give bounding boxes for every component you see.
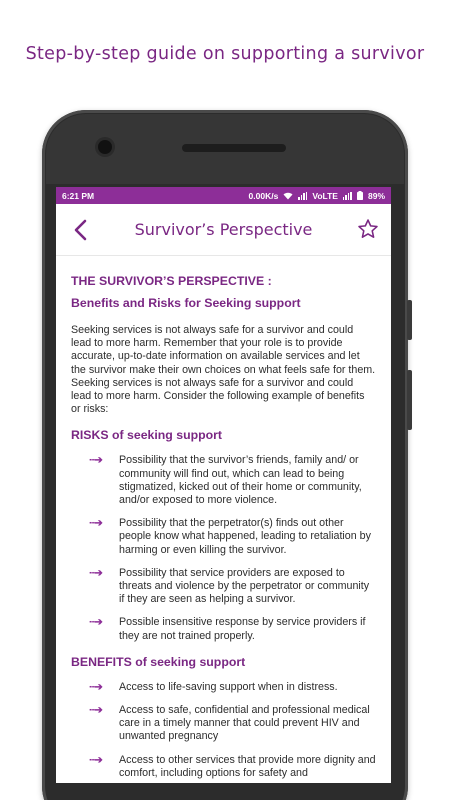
back-arrow-icon[interactable] [70, 218, 92, 242]
list-item: ∙∙∙➔ Possible insensitive response by service providers if they are not trained properly. [89, 616, 366, 642]
battery-percent: 89% [367, 190, 385, 201]
list-item: ∙∙∙➔ Access to safe, confidential and professional medical care in a timely manner that could prevent HIV and unwanted pregnancy [89, 704, 370, 743]
favorite-star-icon[interactable] [357, 218, 379, 240]
app-bar [56, 204, 391, 256]
dashed-arrow-icon: ∙∙∙➔ [89, 617, 102, 629]
phone-top-bezel [46, 114, 404, 184]
power-button [407, 370, 412, 430]
status-bar [56, 187, 391, 204]
battery-icon [357, 191, 363, 200]
page-title: Survivor’s Perspective [134, 220, 313, 239]
network-speed: 0.00K/s [248, 190, 279, 201]
volte-label: VoLTE [312, 190, 338, 201]
volume-button [407, 300, 412, 340]
dashed-arrow-icon: ∙∙∙➔ [89, 518, 102, 530]
list-item: ∙∙∙➔ Access to other services that provide more dignity and comfort, including options for safety and [89, 753, 376, 779]
earpiece-speaker [182, 144, 286, 152]
risks-title: RISKS of seeking support [71, 428, 222, 443]
status-time: 6:21 PM [62, 190, 95, 201]
dashed-arrow-icon: ∙∙∙➔ [89, 455, 102, 467]
list-item: ∙∙∙➔ Possibility that service providers are exposed to threats and violence by the perpetrator or community if they are seen as helping a survivor. [89, 566, 370, 606]
signal-icon [298, 192, 307, 200]
dashed-arrow-icon: ∙∙∙➔ [89, 681, 102, 693]
dashed-arrow-icon: ∙∙∙➔ [89, 705, 102, 717]
section-subheading: Benefits and Risks for Seeking support [71, 296, 301, 310]
signal-icon-2 [343, 192, 352, 200]
section-heading: THE SURVIVOR’S PERSPECTIVE : [71, 274, 272, 288]
benefits-title: BENEFITS of seeking support [71, 654, 246, 669]
list-item: ∙∙∙➔ Possibility that the survivor’s friends, family and/ or community will find out, which can lead to being stigmatized, kicked out of their home or community, and/or exposed to more violence. [89, 454, 362, 507]
intro-paragraph: Seeking services is not always safe for a survivor and could lead to more harm. Remember that your role is to provide accurate, up-to-date information on available services and let the survivor make their own choices on what feels safe for them. Seeking services is not always safe for a survivor and could lead to more harm. Consider the following example of benefits or risks: [71, 324, 376, 416]
list-item: ∙∙∙➔ Possibility that the perpetrator(s) finds out other people know what happened, leading to retaliation by harming or even killing the survivor. [89, 517, 371, 556]
promo-caption: Step-by-step guide on supporting a survivor [25, 44, 425, 64]
article-content [56, 256, 391, 780]
front-camera [98, 140, 112, 154]
list-item: ∙∙∙➔ Access to life-saving support when in distress. [89, 680, 338, 693]
phone-screen [56, 187, 391, 783]
benefits-list [71, 681, 376, 780]
risks-list [71, 454, 376, 642]
dashed-arrow-icon: ∙∙∙➔ [89, 754, 102, 766]
wifi-icon [283, 192, 293, 200]
dashed-arrow-icon: ∙∙∙➔ [89, 567, 102, 579]
